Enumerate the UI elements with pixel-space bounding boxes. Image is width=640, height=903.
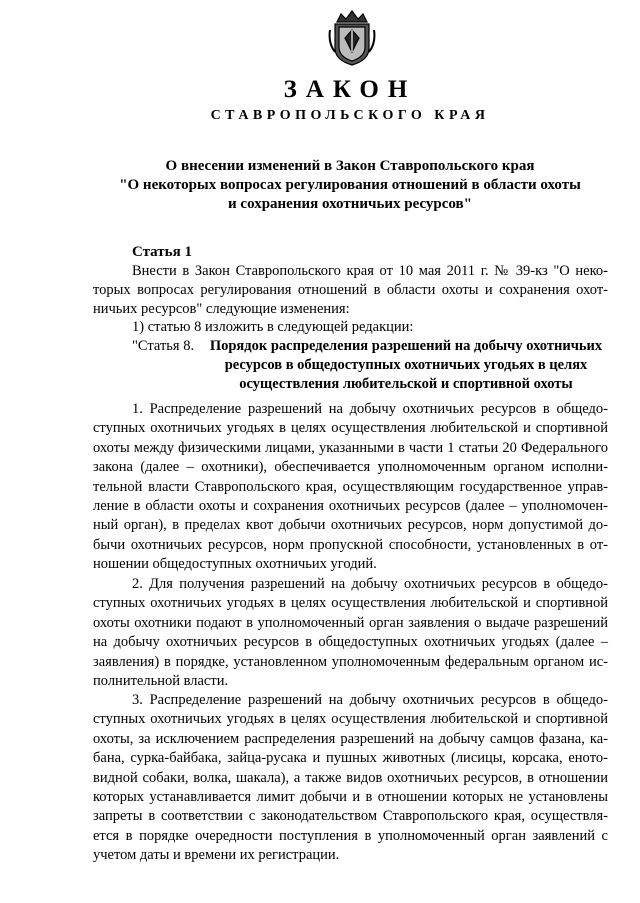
article-1-heading: Статья 1 [132,244,192,260]
document-title-line: "О некоторых вопросах регулирования отношений в области охоты [119,177,581,193]
text-line: закона (далее – охотники), обеспечивается уполномоченным органом исполни- [93,459,608,476]
text-line: бана, сурка-байбака, зайца-русака и пушных животных (лисицы, корсака, енoто- [93,750,608,767]
article-1-item-1: 1) статью 8 изложить в следующей редакции: [132,319,414,335]
law-title: ЗАКОН [283,76,417,103]
text-line: ступных охотничьих угодьях в целях осуществления любительской и спортивной [93,595,608,612]
article-1-intro [93,262,608,320]
text-line: 2. Для получения разрешений на добычу охотничьих ресурсов в общедо- [132,576,608,592]
article-8-name-line: Порядок распределения разрешений на добычу охотничьих [209,338,603,354]
text-line: ступных охотничьих угодьях в целях осуществления любительской и спортивной [93,420,608,437]
paragraph-1 [93,400,608,575]
text-line: ется в порядке очередности поступления в уполномоченный орган заявлений с [93,827,608,844]
text-line: ление в области охоты и сохранения охотничьих ресурсов (далее – уполномочен- [93,498,608,515]
text-line: которых устанавливается лимит добычи и в отношении которых не установлены [93,789,608,806]
text-line: ношении общедоступных охотничьих угодий. [93,556,377,573]
text-line: ничьих ресурсов" следующие изменения: [93,301,350,318]
article-8-name-line: ресурсов в общедоступных охотничьих угодьях в целях [224,357,588,373]
document-title-line: и сохранения охотничьих ресурсов" [228,196,472,212]
text-line: ступных охотничьих угодьях в целях осуществления любительской и спортивной [93,711,608,728]
coat-of-arms-emblem [327,8,377,68]
article-8-name-line: осуществления любительской и спортивной охоты [239,376,573,392]
text-line: 3. Распределение разрешений на добычу охотничьих ресурсов в общедо- [132,692,608,708]
text-line: Внести в Закон Ставропольского края от 10 мая 2011 г. № 39-кз "О неко- [132,263,608,279]
document-title-line: О внесении изменений в Закон Ставропольского края [165,158,535,174]
text-line: заявления) в порядке, установленном уполномоченным федеральным органом ис- [93,653,608,670]
text-line: охоты между физическими лицами, указанными в части 1 статьи 20 Федерального [93,439,608,456]
text-line: видной собаки, волка, шакала), а также видов охотничьих ресурсов, в отношении [93,769,608,786]
text-line: тельной власти Ставропольского края, осуществляющим государственное управ- [93,478,608,495]
text-line: учетом даты и времени их регистрации. [93,847,340,864]
law-subtitle: СТАВРОПОЛЬСКОГО КРАЯ [210,108,490,123]
article-8-prefix: "Статья 8. [132,338,195,354]
text-line: запреты в соответствии с законодательством Ставропольского края, осуществля- [93,808,608,825]
paragraph-2 [93,575,608,691]
text-line: торых вопросах регулирования отношений в области охоты и сохранения охот- [93,282,608,299]
text-line: ный орган), в пределах квот добычи охотничьих ресурсов, норм допустимой до- [93,517,608,534]
text-line: на добычу охотничьих ресурсов в общедоступных охотничьих угодьях (далее – [93,634,608,651]
text-line: охоты охотники подают в уполномоченный орган заявления о выдаче разрешений [93,614,608,631]
text-line: бычи охотничьих ресурсов, норм пропускной способности, установленных в от- [93,536,608,553]
article-8-name [200,337,612,394]
text-line: охоты, за исключением распределения разрешений на добычу самцов фазана, ка- [93,730,608,747]
text-line: полнительной власти. [93,673,229,690]
document-title [100,157,600,214]
paragraph-3 [93,691,608,866]
text-line: 1. Распределение разрешений на добычу охотничьих ресурсов в общедо- [132,401,608,417]
